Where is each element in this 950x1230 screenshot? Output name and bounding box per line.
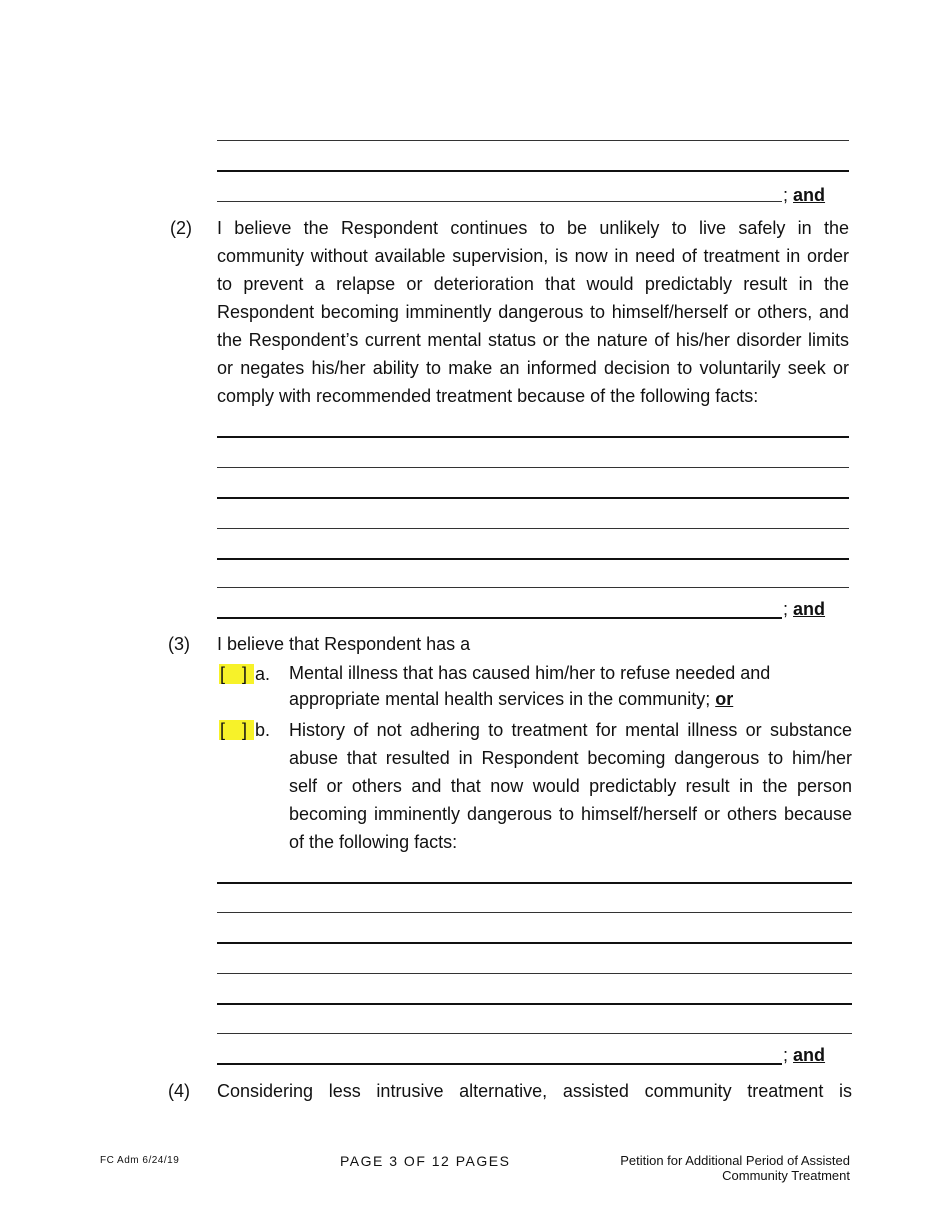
fact-line[interactable] — [217, 942, 852, 944]
line-suffix: ; and — [783, 185, 826, 205]
fact-line[interactable] — [217, 1003, 852, 1005]
fact-line[interactable] — [217, 973, 852, 974]
section-3-intro: I believe that Respondent has a — [217, 634, 471, 654]
fact-line[interactable] — [217, 497, 849, 499]
line-suffix: ; and — [783, 1045, 826, 1065]
section-number: (3) — [168, 634, 190, 654]
fact-line[interactable] — [217, 617, 782, 619]
fact-line[interactable] — [217, 201, 782, 202]
form-title-line: Petition for Additional Period of Assisted — [620, 1153, 850, 1168]
section-number: (4) — [168, 1081, 190, 1101]
fact-line[interactable] — [217, 528, 849, 529]
checkbox-bracket[interactable]: [ ] — [220, 720, 254, 740]
fact-line[interactable] — [217, 467, 849, 468]
fact-line[interactable] — [217, 587, 849, 588]
and-connector: and — [793, 1045, 826, 1065]
fact-line[interactable] — [217, 1033, 852, 1034]
option-b-text: History of not adhering to treatment for mental illness or substance abuse that resulted in Respondent becoming dangerous to him/her self or others and that now would predictably result in the person becoming imminently dangerous to himself/herself or others because of the following facts: — [289, 720, 852, 852]
fact-line[interactable] — [217, 882, 852, 884]
section-4-text: Considering less intrusive alternative, assisted community treatment is — [217, 1081, 852, 1101]
and-connector: and — [793, 185, 826, 205]
line-suffix: ; and — [783, 599, 826, 619]
page-number: PAGE 3 OF 12 PAGES — [340, 1153, 511, 1169]
fact-line[interactable] — [217, 558, 849, 560]
form-title — [620, 1153, 850, 1183]
option-letter: a. — [255, 664, 271, 684]
fact-line[interactable] — [217, 912, 852, 913]
fact-line[interactable] — [217, 140, 849, 141]
form-title-line: Community Treatment — [722, 1168, 850, 1183]
form-id: FC Adm 6/24/19 — [100, 1155, 180, 1166]
checkbox-b[interactable] — [219, 716, 254, 744]
fact-line[interactable] — [217, 436, 849, 438]
option-a-text: Mental illness that has caused him/her to refuse needed and appropriate mental health services in the community; or — [289, 663, 771, 709]
fact-line[interactable] — [217, 1063, 782, 1065]
checkbox-a[interactable] — [219, 660, 254, 688]
fact-line[interactable] — [217, 170, 849, 172]
section-number: (2) — [170, 218, 192, 238]
or-connector: or — [715, 689, 734, 709]
option-letter: b. — [255, 720, 271, 740]
checkbox-bracket[interactable]: [ ] — [220, 664, 254, 684]
section-2-text: I believe the Respondent continues to be unlikely to live safely in the community without available supervision, is now in need of treatment in order to prevent a relapse or deterioration that would predictably result in the Respondent becoming imminently dangerous to himself/herself or others, and the Respondent’s current mental status or the nature of his/her disorder limits or negates his/her ability to make an informed decision to voluntarily seek or comply with recommended treatment because of the following facts: — [217, 218, 849, 406]
and-connector: and — [793, 599, 826, 619]
